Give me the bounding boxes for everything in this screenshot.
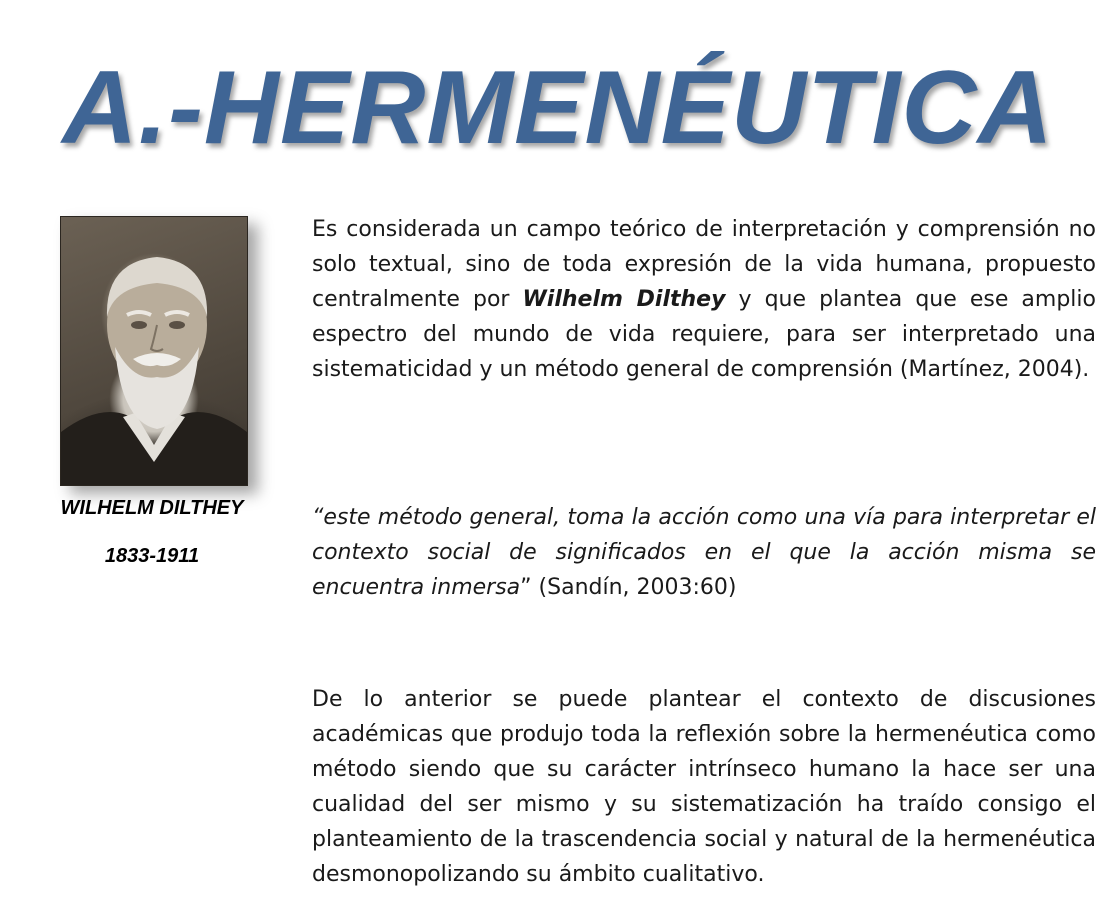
portrait-caption-years: 1833-1911: [104, 545, 200, 567]
paragraph-definition: [312, 212, 1096, 387]
quote-text: “este método general, toma la acción como una vía para interpretar el contexto social de significados en el que la acción misma se encuentra inmersa: [312, 505, 1096, 600]
author-name-emphasis: Wilhelm Dilthey: [522, 287, 726, 312]
paragraph-conclusion: De lo anterior se puede plantear el contexto de discusiones académicas que produjo toda la reflexión sobre la hermenéutica como método siendo que su carácter intrínseco humano la hace ser una cualidad del ser mismo y su sistematización ha traído consigo el planteamiento de la trascendencia social y natural de la hermenéutica desmonopolizando su ámbito cualitativo.: [312, 687, 1096, 887]
portrait-caption-name: WILHELM DILTHEY: [60, 497, 244, 519]
quote-citation: ” (Sandín, 2003:60): [520, 575, 737, 600]
paragraph-definition-rest: y que plantea que ese amplio espectro del mundo de vida requiere, para ser interpretado una sistematicidad y un método general de comprensión (Martínez, 2004).: [312, 287, 1096, 382]
paragraph-quote: [312, 500, 1096, 605]
portrait-photo: [60, 216, 248, 486]
paragraph-definition-intro: Es considerada un campo teórico de interpretación y comprensión no solo textual, sino de toda expresión de la vida humana, propuesto centralmente por: [312, 217, 1096, 312]
portrait-illustration: [61, 217, 247, 485]
slide-title: A.-HERMENÉUTICA: [62, 50, 1054, 166]
